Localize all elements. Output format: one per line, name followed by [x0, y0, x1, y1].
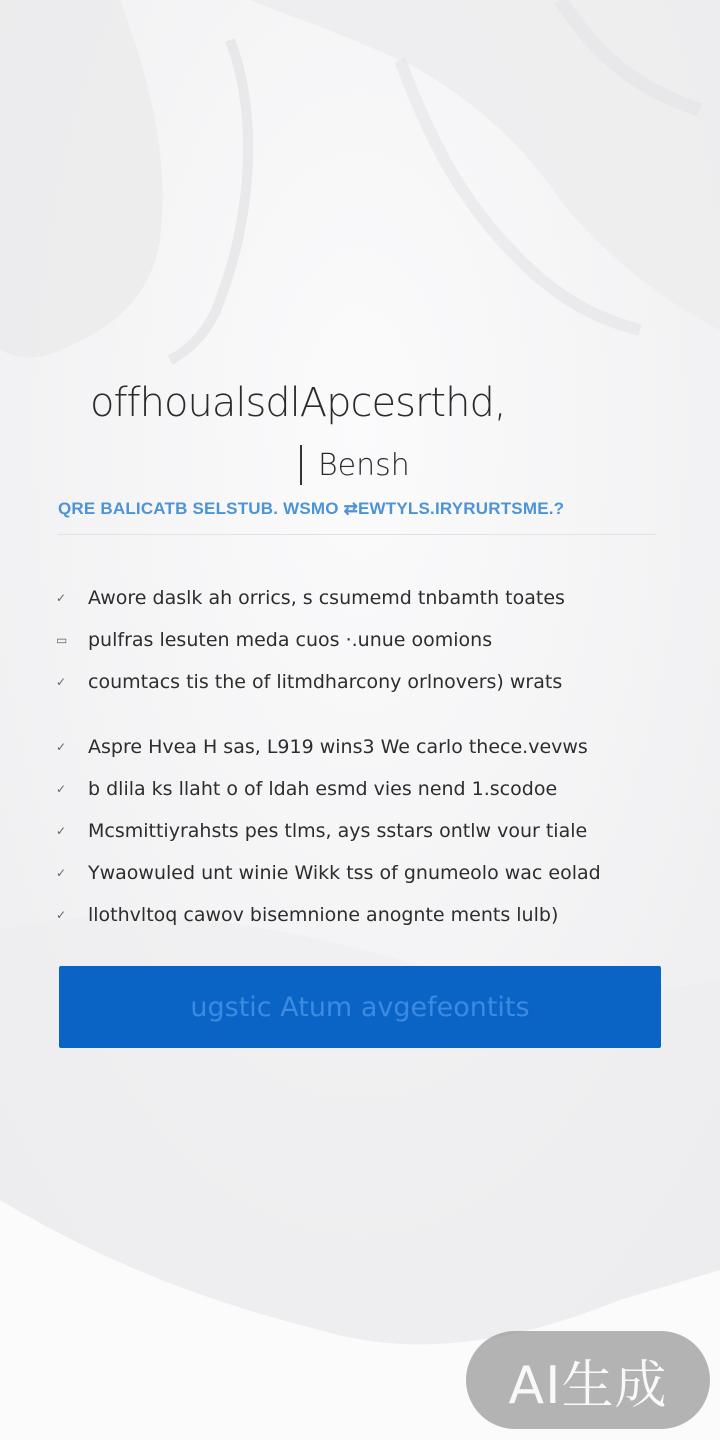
feature-list-secondary [56, 726, 666, 936]
page-title: offhoualsdlApcesrthd, [90, 380, 506, 426]
check-icon: ✓ [56, 675, 67, 689]
list-item [56, 810, 666, 852]
box-icon: ▭ [56, 633, 68, 647]
list-item-text: Aspre Hvea H sas, L919 wins3 We carlo thece.vevws [88, 736, 588, 758]
primary-cta-button[interactable] [59, 966, 661, 1048]
list-item-text: coumtacs tis the of litmdharcony orlnovers) wrats [88, 671, 563, 693]
tagline: QRE BALICATB SELSTUB. WSMO ⇄EWTYLS.IRYRURTSME.? [58, 499, 565, 518]
list-item-text: Mcsmittiyrahsts pes tlms, ays sstars ontlw vour tiale [88, 820, 588, 842]
check-icon: ✓ [56, 591, 67, 605]
list-item [56, 619, 666, 661]
list-item [56, 661, 666, 703]
list-item-text: Ywaowuled unt winie Wikk tss of gnumeolo wac eolad [88, 862, 601, 884]
list-item-text: b dlila ks llaht o of ldah esmd vies nend 1.scodoe [88, 778, 558, 800]
list-item [56, 852, 666, 894]
page-subtitle [300, 443, 410, 487]
check-icon: ✓ [56, 866, 67, 880]
text-cursor [300, 445, 302, 485]
feature-list-primary [56, 577, 666, 703]
list-item-text: pulfras lesuten meda cuos ·.unue oomions [88, 629, 493, 651]
list-item-text: llothvltoq cawov bisemnione anognte ments lulb) [88, 904, 559, 926]
subtitle-text: Bensh [318, 447, 410, 483]
check-icon: ✓ [56, 740, 67, 754]
list-item [56, 577, 666, 619]
list-item-text: Awore daslk ah orrics, s csumemd tnbamth toates [88, 587, 565, 609]
cta-label: ugstic Atum avgefeontits [190, 991, 530, 1023]
ai-generated-watermark: AI生成 [466, 1331, 710, 1429]
list-item [56, 726, 666, 768]
list-item [56, 894, 666, 936]
check-icon: ✓ [56, 782, 67, 796]
check-icon: ✓ [56, 824, 67, 838]
list-item [56, 768, 666, 810]
check-icon: ✓ [56, 908, 67, 922]
divider [58, 534, 656, 535]
